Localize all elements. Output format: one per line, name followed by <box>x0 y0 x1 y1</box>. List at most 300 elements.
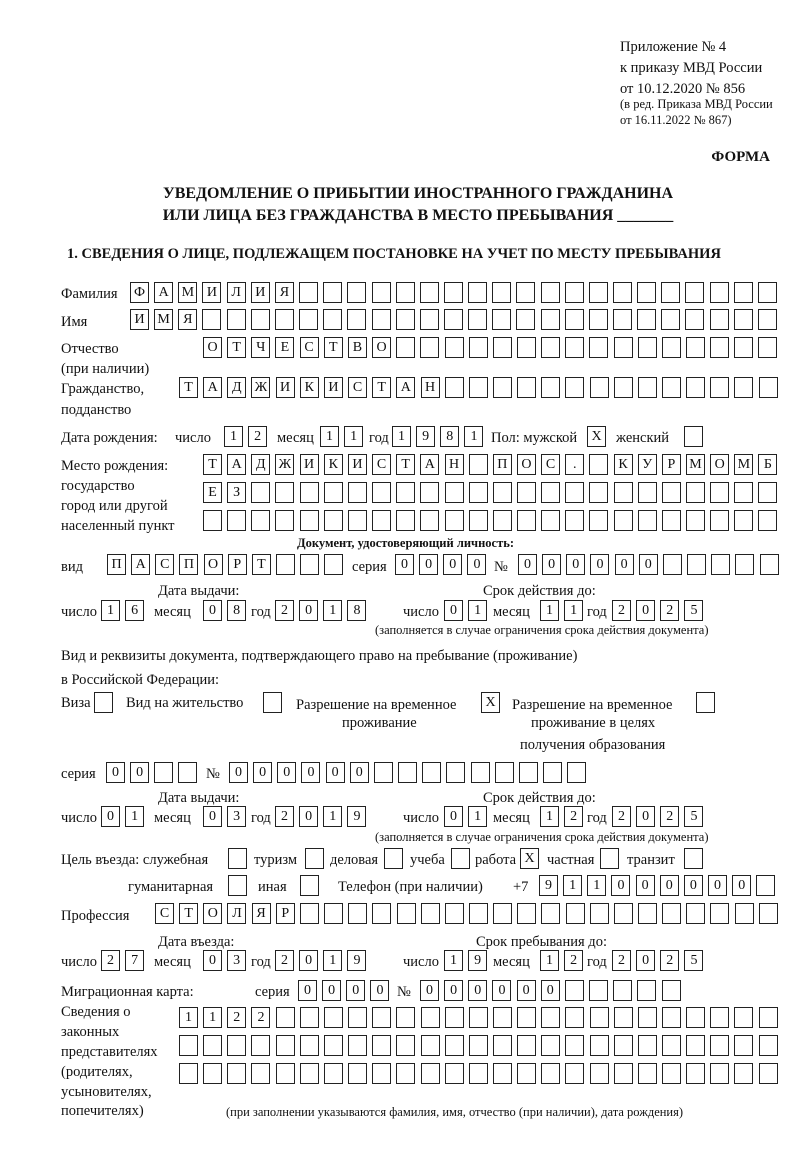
birthplace3-cell[interactable] <box>517 510 536 531</box>
reps1-cell[interactable] <box>372 1007 391 1028</box>
patronymic-cell[interactable] <box>758 337 777 358</box>
citizenship-cell[interactable]: Д <box>227 377 246 398</box>
profession-cell[interactable] <box>372 903 391 924</box>
id-kind-cell[interactable]: П <box>107 554 126 575</box>
birth-month-cell[interactable]: 1 <box>344 426 363 447</box>
surname-cell[interactable]: Ф <box>130 282 149 303</box>
birthplace3-cell[interactable] <box>565 510 584 531</box>
surname-cell[interactable] <box>323 282 342 303</box>
patronymic-cell[interactable] <box>420 337 439 358</box>
purpose-transit-cell[interactable] <box>684 848 703 869</box>
reps3-cell[interactable] <box>710 1063 729 1084</box>
reps3-cell[interactable] <box>421 1063 440 1084</box>
birthplace1-cell[interactable]: . <box>565 454 584 475</box>
patronymic-cell[interactable] <box>589 337 608 358</box>
citizenship-cell[interactable] <box>638 377 657 398</box>
name-cell[interactable] <box>347 309 366 330</box>
id-kind-cell[interactable] <box>300 554 319 575</box>
stay-number-cell[interactable] <box>398 762 417 783</box>
profession-cell[interactable]: Т <box>179 903 198 924</box>
profession-cell[interactable]: Я <box>252 903 271 924</box>
profession-cell[interactable] <box>469 903 488 924</box>
birthplace3-cell[interactable] <box>758 510 777 531</box>
stay-issue-year-cell[interactable]: 1 <box>323 806 342 827</box>
phone-cell[interactable]: 0 <box>732 875 751 896</box>
reps3-cell[interactable] <box>445 1063 464 1084</box>
surname-cell[interactable] <box>420 282 439 303</box>
citizenship-cell[interactable] <box>686 377 705 398</box>
entry-day-cell[interactable]: 7 <box>125 950 144 971</box>
profession-cell[interactable]: О <box>203 903 222 924</box>
stay-until-year-cell[interactable]: 0 <box>636 950 655 971</box>
doc-temp-edu-cell[interactable] <box>696 692 715 713</box>
entry-year-cell[interactable]: 9 <box>347 950 366 971</box>
stay-number-cell[interactable] <box>567 762 586 783</box>
birthplace3-cell[interactable] <box>300 510 319 531</box>
name-cell[interactable] <box>613 309 632 330</box>
surname-cell[interactable]: М <box>178 282 197 303</box>
citizenship-cell[interactable]: Ж <box>251 377 270 398</box>
phone-cell[interactable]: 1 <box>587 875 606 896</box>
reps1-cell[interactable]: 2 <box>227 1007 246 1028</box>
id-valid-year-cell[interactable]: 0 <box>636 600 655 621</box>
birthplace2-cell[interactable] <box>517 482 536 503</box>
name-cell[interactable] <box>661 309 680 330</box>
surname-cell[interactable] <box>299 282 318 303</box>
patronymic-cell[interactable]: В <box>348 337 367 358</box>
reps2-cell[interactable] <box>179 1035 198 1056</box>
name-cell[interactable]: М <box>154 309 173 330</box>
birthplace3-cell[interactable] <box>420 510 439 531</box>
patronymic-cell[interactable] <box>445 337 464 358</box>
patronymic-cell[interactable]: С <box>300 337 319 358</box>
name-cell[interactable] <box>299 309 318 330</box>
birthplace1-cell[interactable]: И <box>348 454 367 475</box>
citizenship-cell[interactable] <box>710 377 729 398</box>
name-cell[interactable] <box>444 309 463 330</box>
mc-series-cell[interactable]: 0 <box>298 980 317 1001</box>
doc-residence-cell[interactable] <box>263 692 282 713</box>
id-kind-cell[interactable]: Т <box>252 554 271 575</box>
purpose-humanitarian-cell[interactable] <box>228 875 247 896</box>
reps1-cell[interactable] <box>662 1007 681 1028</box>
citizenship-cell[interactable] <box>565 377 584 398</box>
purpose-official-cell[interactable] <box>228 848 247 869</box>
reps3-cell[interactable] <box>638 1063 657 1084</box>
surname-cell[interactable]: Я <box>275 282 294 303</box>
birthplace3-cell[interactable] <box>589 510 608 531</box>
reps3-cell[interactable] <box>686 1063 705 1084</box>
stay-until-day-cell[interactable]: 9 <box>468 950 487 971</box>
reps1-cell[interactable] <box>686 1007 705 1028</box>
stay-series-cell[interactable] <box>154 762 173 783</box>
surname-cell[interactable] <box>468 282 487 303</box>
name-cell[interactable]: И <box>130 309 149 330</box>
birthplace2-cell[interactable] <box>614 482 633 503</box>
stay-series-cell[interactable] <box>178 762 197 783</box>
phone-cell[interactable]: 1 <box>563 875 582 896</box>
citizenship-cell[interactable] <box>445 377 464 398</box>
id-issue-month-cell[interactable]: 0 <box>203 600 222 621</box>
mc-number-cell[interactable]: 0 <box>541 980 560 1001</box>
reps3-cell[interactable] <box>179 1063 198 1084</box>
reps2-cell[interactable] <box>203 1035 222 1056</box>
birthplace1-cell[interactable]: А <box>420 454 439 475</box>
mc-number-cell[interactable]: 0 <box>444 980 463 1001</box>
stay-until-year-cell[interactable]: 2 <box>660 950 679 971</box>
mc-number-cell[interactable] <box>565 980 584 1001</box>
name-cell[interactable] <box>420 309 439 330</box>
name-cell[interactable] <box>396 309 415 330</box>
id-series-cell[interactable]: 0 <box>467 554 486 575</box>
birthplace2-cell[interactable] <box>324 482 343 503</box>
birthplace2-cell[interactable] <box>251 482 270 503</box>
surname-cell[interactable] <box>396 282 415 303</box>
reps1-cell[interactable] <box>541 1007 560 1028</box>
id-number-cell[interactable] <box>735 554 754 575</box>
birthplace3-cell[interactable] <box>372 510 391 531</box>
birthplace1-cell[interactable]: О <box>710 454 729 475</box>
sex-male-cell[interactable]: X <box>587 426 606 447</box>
stay-number-cell[interactable] <box>495 762 514 783</box>
surname-cell[interactable] <box>685 282 704 303</box>
id-issue-year-cell[interactable]: 8 <box>347 600 366 621</box>
birthplace3-cell[interactable] <box>469 510 488 531</box>
name-cell[interactable] <box>468 309 487 330</box>
phone-cell[interactable]: 0 <box>611 875 630 896</box>
id-number-cell[interactable]: 0 <box>566 554 585 575</box>
citizenship-cell[interactable] <box>469 377 488 398</box>
surname-cell[interactable] <box>637 282 656 303</box>
surname-cell[interactable]: И <box>251 282 270 303</box>
patronymic-cell[interactable] <box>396 337 415 358</box>
reps3-cell[interactable] <box>396 1063 415 1084</box>
birthplace3-cell[interactable] <box>251 510 270 531</box>
reps3-cell[interactable] <box>348 1063 367 1084</box>
profession-cell[interactable] <box>348 903 367 924</box>
entry-month-cell[interactable]: 0 <box>203 950 222 971</box>
citizenship-cell[interactable] <box>759 377 778 398</box>
patronymic-cell[interactable] <box>734 337 753 358</box>
reps2-cell[interactable] <box>469 1035 488 1056</box>
profession-cell[interactable] <box>566 903 585 924</box>
surname-cell[interactable] <box>565 282 584 303</box>
citizenship-cell[interactable]: С <box>348 377 367 398</box>
birthplace1-cell[interactable]: П <box>493 454 512 475</box>
birthplace2-cell[interactable] <box>686 482 705 503</box>
birth-day-cell[interactable]: 1 <box>224 426 243 447</box>
reps3-cell[interactable] <box>662 1063 681 1084</box>
surname-cell[interactable]: А <box>154 282 173 303</box>
reps2-cell[interactable] <box>324 1035 343 1056</box>
birthplace2-cell[interactable] <box>758 482 777 503</box>
birthplace2-cell[interactable] <box>565 482 584 503</box>
stay-until-day-cell[interactable]: 1 <box>444 950 463 971</box>
profession-cell[interactable] <box>517 903 536 924</box>
id-valid-month-cell[interactable]: 1 <box>564 600 583 621</box>
reps1-cell[interactable] <box>759 1007 778 1028</box>
patronymic-cell[interactable]: Т <box>227 337 246 358</box>
id-number-cell[interactable] <box>711 554 730 575</box>
purpose-tourism-cell[interactable] <box>305 848 324 869</box>
name-cell[interactable] <box>516 309 535 330</box>
birthplace1-cell[interactable] <box>469 454 488 475</box>
name-cell[interactable] <box>685 309 704 330</box>
surname-cell[interactable]: Л <box>227 282 246 303</box>
phone-cell[interactable]: 0 <box>660 875 679 896</box>
stay-issue-day-cell[interactable]: 1 <box>125 806 144 827</box>
birthplace2-cell[interactable] <box>493 482 512 503</box>
reps1-cell[interactable] <box>590 1007 609 1028</box>
phone-cell[interactable]: 0 <box>684 875 703 896</box>
profession-cell[interactable] <box>421 903 440 924</box>
id-issue-day-cell[interactable]: 6 <box>125 600 144 621</box>
birthplace2-cell[interactable] <box>638 482 657 503</box>
citizenship-cell[interactable] <box>662 377 681 398</box>
stay-valid-month-cell[interactable]: 2 <box>564 806 583 827</box>
id-valid-month-cell[interactable]: 1 <box>540 600 559 621</box>
reps1-cell[interactable] <box>493 1007 512 1028</box>
name-cell[interactable] <box>202 309 221 330</box>
birthplace1-cell[interactable]: Т <box>203 454 222 475</box>
surname-cell[interactable] <box>347 282 366 303</box>
stay-until-month-cell[interactable]: 1 <box>540 950 559 971</box>
reps3-cell[interactable] <box>300 1063 319 1084</box>
purpose-work-cell[interactable]: X <box>520 848 539 869</box>
surname-cell[interactable]: И <box>202 282 221 303</box>
patronymic-cell[interactable] <box>614 337 633 358</box>
reps3-cell[interactable] <box>734 1063 753 1084</box>
reps2-cell[interactable] <box>493 1035 512 1056</box>
name-cell[interactable] <box>251 309 270 330</box>
birthplace1-cell[interactable]: Д <box>251 454 270 475</box>
birthplace2-cell[interactable] <box>300 482 319 503</box>
patronymic-cell[interactable]: Т <box>324 337 343 358</box>
birthplace2-cell[interactable] <box>372 482 391 503</box>
reps2-cell[interactable] <box>227 1035 246 1056</box>
profession-cell[interactable] <box>735 903 754 924</box>
name-cell[interactable] <box>541 309 560 330</box>
citizenship-cell[interactable] <box>493 377 512 398</box>
birthplace1-cell[interactable]: Н <box>445 454 464 475</box>
citizenship-cell[interactable]: И <box>276 377 295 398</box>
id-number-cell[interactable]: 0 <box>542 554 561 575</box>
birthplace1-cell[interactable]: Б <box>758 454 777 475</box>
reps2-cell[interactable] <box>348 1035 367 1056</box>
birthplace1-cell[interactable]: Ж <box>275 454 294 475</box>
reps1-cell[interactable] <box>396 1007 415 1028</box>
citizenship-cell[interactable] <box>590 377 609 398</box>
surname-cell[interactable] <box>613 282 632 303</box>
reps3-cell[interactable] <box>517 1063 536 1084</box>
name-cell[interactable] <box>275 309 294 330</box>
citizenship-cell[interactable] <box>734 377 753 398</box>
entry-year-cell[interactable]: 2 <box>275 950 294 971</box>
patronymic-cell[interactable] <box>469 337 488 358</box>
reps1-cell[interactable]: 1 <box>203 1007 222 1028</box>
reps3-cell[interactable] <box>614 1063 633 1084</box>
birth-year-cell[interactable]: 9 <box>416 426 435 447</box>
reps3-cell[interactable] <box>541 1063 560 1084</box>
reps3-cell[interactable] <box>759 1063 778 1084</box>
reps2-cell[interactable] <box>565 1035 584 1056</box>
stay-series-cell[interactable]: 0 <box>130 762 149 783</box>
reps1-cell[interactable] <box>300 1007 319 1028</box>
surname-cell[interactable] <box>541 282 560 303</box>
birthplace2-cell[interactable] <box>662 482 681 503</box>
reps2-cell[interactable] <box>614 1035 633 1056</box>
reps2-cell[interactable] <box>421 1035 440 1056</box>
purpose-business-cell[interactable] <box>384 848 403 869</box>
profession-cell[interactable] <box>541 903 560 924</box>
birthplace3-cell[interactable] <box>614 510 633 531</box>
reps3-cell[interactable] <box>493 1063 512 1084</box>
stay-until-month-cell[interactable]: 2 <box>564 950 583 971</box>
stay-number-cell[interactable]: 0 <box>301 762 320 783</box>
reps2-cell[interactable] <box>276 1035 295 1056</box>
birthplace3-cell[interactable] <box>734 510 753 531</box>
id-kind-cell[interactable]: П <box>179 554 198 575</box>
reps1-cell[interactable] <box>638 1007 657 1028</box>
reps1-cell[interactable] <box>734 1007 753 1028</box>
reps1-cell[interactable] <box>348 1007 367 1028</box>
stay-valid-month-cell[interactable]: 1 <box>540 806 559 827</box>
surname-cell[interactable] <box>661 282 680 303</box>
reps1-cell[interactable] <box>565 1007 584 1028</box>
stay-number-cell[interactable] <box>519 762 538 783</box>
stay-number-cell[interactable]: 0 <box>350 762 369 783</box>
reps2-cell[interactable] <box>541 1035 560 1056</box>
profession-cell[interactable] <box>686 903 705 924</box>
patronymic-cell[interactable]: Е <box>275 337 294 358</box>
stay-until-year-cell[interactable]: 5 <box>684 950 703 971</box>
stay-valid-day-cell[interactable]: 1 <box>468 806 487 827</box>
stay-issue-year-cell[interactable]: 9 <box>347 806 366 827</box>
entry-year-cell[interactable]: 0 <box>299 950 318 971</box>
surname-cell[interactable] <box>492 282 511 303</box>
reps1-cell[interactable] <box>517 1007 536 1028</box>
stay-number-cell[interactable] <box>446 762 465 783</box>
profession-cell[interactable] <box>493 903 512 924</box>
birthplace2-cell[interactable] <box>275 482 294 503</box>
patronymic-cell[interactable] <box>662 337 681 358</box>
birthplace1-cell[interactable]: О <box>517 454 536 475</box>
id-number-cell[interactable] <box>663 554 682 575</box>
reps3-cell[interactable] <box>590 1063 609 1084</box>
name-cell[interactable] <box>734 309 753 330</box>
profession-cell[interactable] <box>710 903 729 924</box>
reps3-cell[interactable] <box>227 1063 246 1084</box>
reps3-cell[interactable] <box>203 1063 222 1084</box>
name-cell[interactable] <box>323 309 342 330</box>
stay-issue-month-cell[interactable]: 0 <box>203 806 222 827</box>
birth-month-cell[interactable]: 1 <box>320 426 339 447</box>
stay-valid-year-cell[interactable]: 5 <box>684 806 703 827</box>
id-number-cell[interactable]: 0 <box>518 554 537 575</box>
reps1-cell[interactable] <box>614 1007 633 1028</box>
id-valid-year-cell[interactable]: 2 <box>612 600 631 621</box>
stay-until-year-cell[interactable]: 2 <box>612 950 631 971</box>
mc-number-cell[interactable]: 0 <box>420 980 439 1001</box>
patronymic-cell[interactable]: О <box>203 337 222 358</box>
mc-number-cell[interactable] <box>589 980 608 1001</box>
patronymic-cell[interactable] <box>686 337 705 358</box>
profession-cell[interactable]: С <box>155 903 174 924</box>
id-number-cell[interactable]: 0 <box>615 554 634 575</box>
reps3-cell[interactable] <box>276 1063 295 1084</box>
birthplace3-cell[interactable] <box>710 510 729 531</box>
birthplace3-cell[interactable] <box>445 510 464 531</box>
reps1-cell[interactable]: 1 <box>179 1007 198 1028</box>
patronymic-cell[interactable] <box>710 337 729 358</box>
id-number-cell[interactable]: 0 <box>639 554 658 575</box>
profession-cell[interactable] <box>614 903 633 924</box>
birthplace3-cell[interactable] <box>203 510 222 531</box>
stay-valid-day-cell[interactable]: 0 <box>444 806 463 827</box>
birth-year-cell[interactable]: 1 <box>464 426 483 447</box>
reps1-cell[interactable] <box>421 1007 440 1028</box>
name-cell[interactable] <box>372 309 391 330</box>
reps1-cell[interactable] <box>710 1007 729 1028</box>
id-kind-cell[interactable] <box>276 554 295 575</box>
birthplace2-cell[interactable]: Е <box>203 482 222 503</box>
patronymic-cell[interactable] <box>565 337 584 358</box>
reps2-cell[interactable] <box>445 1035 464 1056</box>
birth-day-cell[interactable]: 2 <box>248 426 267 447</box>
surname-cell[interactable] <box>758 282 777 303</box>
profession-cell[interactable] <box>397 903 416 924</box>
profession-cell[interactable] <box>638 903 657 924</box>
id-kind-cell[interactable]: С <box>155 554 174 575</box>
citizenship-cell[interactable]: Т <box>179 377 198 398</box>
patronymic-cell[interactable]: Ч <box>251 337 270 358</box>
id-valid-year-cell[interactable]: 2 <box>660 600 679 621</box>
reps3-cell[interactable] <box>251 1063 270 1084</box>
birthplace2-cell[interactable] <box>445 482 464 503</box>
citizenship-cell[interactable]: Н <box>421 377 440 398</box>
birthplace2-cell[interactable]: З <box>227 482 246 503</box>
mc-series-cell[interactable]: 0 <box>322 980 341 1001</box>
id-number-cell[interactable] <box>760 554 779 575</box>
citizenship-cell[interactable] <box>541 377 560 398</box>
stay-number-cell[interactable] <box>374 762 393 783</box>
birthplace1-cell[interactable]: М <box>734 454 753 475</box>
birthplace1-cell[interactable]: С <box>372 454 391 475</box>
birthplace1-cell[interactable]: К <box>614 454 633 475</box>
id-issue-month-cell[interactable]: 8 <box>227 600 246 621</box>
birthplace3-cell[interactable] <box>638 510 657 531</box>
profession-cell[interactable] <box>300 903 319 924</box>
birthplace3-cell[interactable] <box>275 510 294 531</box>
birthplace3-cell[interactable] <box>348 510 367 531</box>
surname-cell[interactable] <box>444 282 463 303</box>
reps3-cell[interactable] <box>469 1063 488 1084</box>
birthplace3-cell[interactable] <box>324 510 343 531</box>
entry-year-cell[interactable]: 1 <box>323 950 342 971</box>
surname-cell[interactable] <box>372 282 391 303</box>
mc-number-cell[interactable] <box>662 980 681 1001</box>
id-valid-year-cell[interactable]: 5 <box>684 600 703 621</box>
birth-year-cell[interactable]: 8 <box>440 426 459 447</box>
reps1-cell[interactable] <box>324 1007 343 1028</box>
name-cell[interactable] <box>227 309 246 330</box>
surname-cell[interactable] <box>589 282 608 303</box>
reps3-cell[interactable] <box>324 1063 343 1084</box>
name-cell[interactable] <box>710 309 729 330</box>
doc-visa-cell[interactable] <box>94 692 113 713</box>
reps2-cell[interactable] <box>590 1035 609 1056</box>
birthplace2-cell[interactable] <box>420 482 439 503</box>
